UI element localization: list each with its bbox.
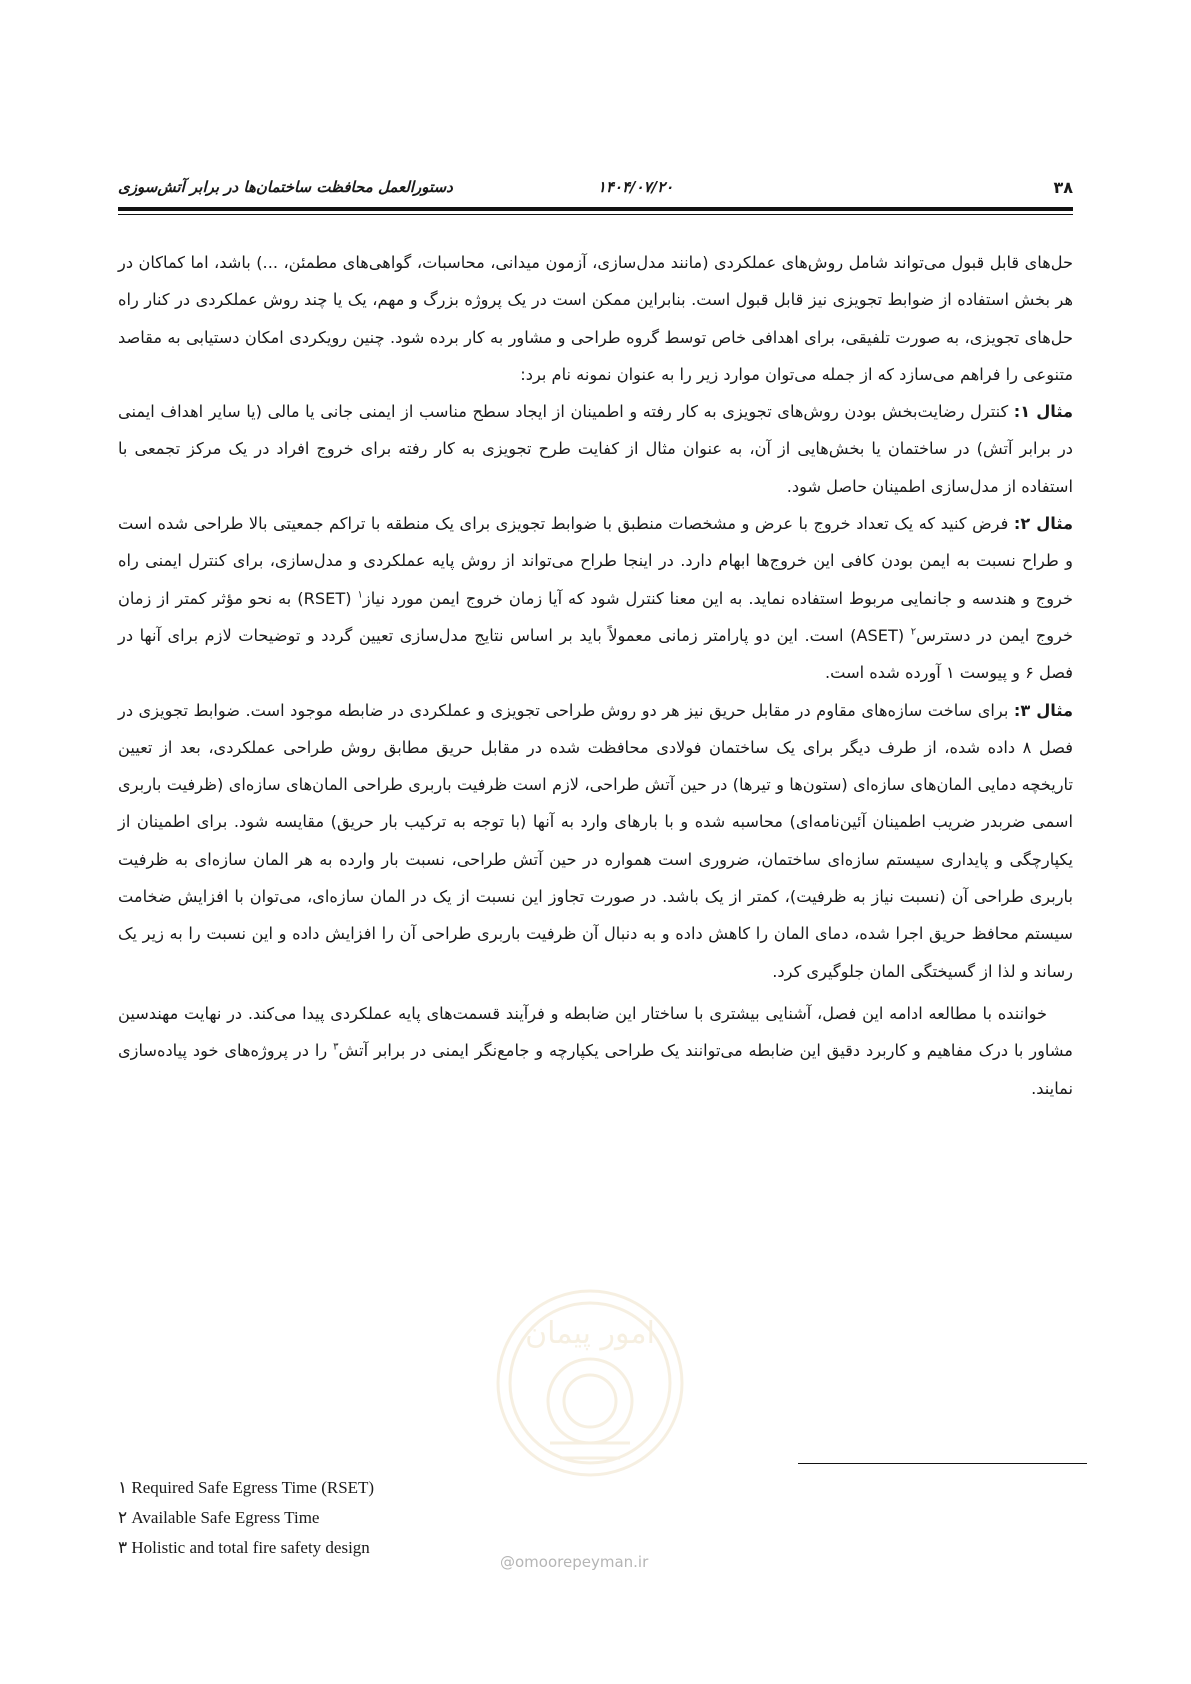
- closing-text-b: را در پروژه‌های خود پیاده‌سازی نمایند.: [118, 1041, 1073, 1098]
- closing-paragraph: [118, 995, 1073, 1107]
- example-2-text-c: (ASET) است. این دو پارامتر زمانی معمولاً باید بر اساس نتایج مدل‌سازی تعیین گردد و توضیحات لازم برای آنها در فصل ۶ و پیوست ۱ آورده شده است.: [118, 625, 1073, 683]
- closing-text-a: خواننده با مطالعه ادامه این فصل، آشنایی بیشتری با ساختار این ضابطه و فرآیند قسمت‌های پایه عملکردی پیدا می‌کند. در نهایت مهندسین مشاور با درک مفاهیم و کاربرد دقیق این ضابطه می‌توانند یک طراحی یکپارچه و جامع‌نگر ایمنی در برابر آتش: [118, 1003, 1073, 1061]
- running-title: دستورالعمل محافظت ساختمان‌ها در برابر آتش‌سوزی: [118, 178, 453, 196]
- watermark-logo: [490, 1283, 690, 1483]
- example-1-paragraph: [118, 393, 1073, 505]
- example-3-text: برای ساخت سازه‌های مقاوم در مقابل حریق نیز هر دو روش طراحی تجویزی و عملکردی در ضابطه موجود است. ضوابط تجویزی در فصل ۸ داده شده، از طرف دیگر برای یک ساختمان فولادی محافظت شده در مقابل حریق مطابق روش طراحی عملکردی، بعد از تعیین تاریخچه دمایی المان‌های سازه‌ای (ستون‌ها و تیرها) در حین آتش طراحی، لازم است ظرفیت باربری طراحی المان‌های سازه‌ای (ظرفیت باربری اسمی ضربدر ضریب اطمینان آئین‌نامه‌ای) محاسبه شده و با بارهای وارد به آنها (با توجه به ترکیب بار حریق) مقایسه شود. برای اطمینان از یکپارچگی و پایداری سیستم سازه‌ای ساختمان، ضروری است همواره در حین آتش طراحی، نسبت بار وارده به هر المان سازه‌ای به ظرفیت باربری طراحی آن (نسبت نیاز به ظرفیت)، کمتر از یک باشد. در صورت تجاوز این نسبت از یک در المان سازه‌ای، می‌توان با افزایش ضخامت سیستم محافظ حریق اجرا شده، دمای المان را کاهش داده و به دنبال آن ظرفیت باربری طراحی آن را افزایش داده و این نسبت را به زیر یک رساند و لذا از گسیختگی المان جلوگیری کرد.: [118, 700, 1073, 981]
- footnote-ref-1: ۱: [357, 589, 363, 601]
- body-text: [118, 244, 1073, 1107]
- example-1-label: مثال ۱:: [1013, 402, 1073, 422]
- footnote-ref-3: ۳: [333, 1041, 339, 1053]
- header-rule-thick: [118, 207, 1073, 211]
- footnote-1: [118, 1473, 618, 1503]
- watermark-site: @omoorepeyman.ir: [500, 1553, 649, 1571]
- footnote-2: [118, 1503, 618, 1533]
- example-2-paragraph: [118, 505, 1073, 691]
- page-number: ۳۸: [1053, 178, 1073, 197]
- example-3-label: مثال ۳:: [1013, 700, 1074, 720]
- header-date: ۱۴۰۴/۰۷/۲۰: [597, 178, 674, 196]
- example-1-text: کنترل رضایت‌بخش بودن روش‌های تجویزی به کار رفته و اطمینان از ایجاد سطح مناسب از ایمنی جانی یا مالی (یا سایر اهداف ایمنی در برابر آتش) در ساختمان یا بخش‌هایی از آن، به عنوان مثال از کفایت طرح تجویزی به کار رفته برای خروج افراد در یک مرکز تجمعی با استفاده از مدل‌سازی اطمینان حاصل شود.: [118, 402, 1073, 496]
- footnote-number: ۳: [118, 1538, 128, 1557]
- example-2-text-a: فرض کنید که یک تعداد خروج با عرض و مشخصات منطبق با ضوابط تجویزی برای یک منطقه با تراکم جمعیتی بالا طراحی شده است و طراح نسبت به ایمن بودن کافی این خروج‌ها ابهام دارد. در اینجا طراح می‌تواند از روش پایه عملکردی و مدل‌سازی، برای کنترل ایمنی راه خروج و هندسه و جانمایی مربوط استفاده نماید. به این معنا کنترل شود که آیا زمان خروج ایمن مورد نیاز: [118, 514, 1073, 608]
- watermark-logo-text: امور پیمان: [525, 1316, 655, 1351]
- footnote-number: ۱: [118, 1478, 128, 1497]
- example-3-paragraph: [118, 692, 1073, 990]
- footnote-rule: [798, 1463, 1087, 1464]
- header-rule-thin: [118, 214, 1073, 215]
- footnote-ref-2: ۲: [910, 626, 917, 638]
- example-2-text-b: (RSET) به نحو مؤثر کمتر از زمان خروج ایمن در دسترس: [118, 588, 1074, 645]
- intro-paragraph: حل‌های قابل قبول می‌تواند شامل روش‌های عملکردی (مانند مدل‌سازی، آزمون میدانی، محاسبات، گواهی‌های مطمئن، ...) باشد، اما کماکان در هر بخش استفاده از ضوابط تجویزی نیز قابل قبول است. بنابراین ممکن است در یک پروژه بزرگ و مهم، یک یا چند روش عملکردی در کنار راه حل‌های تجویزی، به صورت تلفیقی، برای اهدافی خاص توسط گروه طراحی و مشاور به کار برده شود. چنین رویکردی امکان دستیابی به مقاصد متنوعی را فراهم می‌سازد که از جمله می‌توان موارد زیر را به عنوان نمونه نام برد:: [118, 253, 1073, 384]
- page-header: [118, 178, 1073, 206]
- footnote-3: [118, 1533, 618, 1563]
- footnote-number: ۲: [118, 1508, 128, 1527]
- footnote-text: Holistic and total fire safety design: [131, 1538, 370, 1557]
- footnote-text: Available Safe Egress Time: [131, 1508, 320, 1527]
- footnotes: [118, 1473, 618, 1563]
- example-2-label: مثال ۲:: [1013, 514, 1073, 534]
- footnote-text: Required Safe Egress Time (RSET): [131, 1478, 375, 1497]
